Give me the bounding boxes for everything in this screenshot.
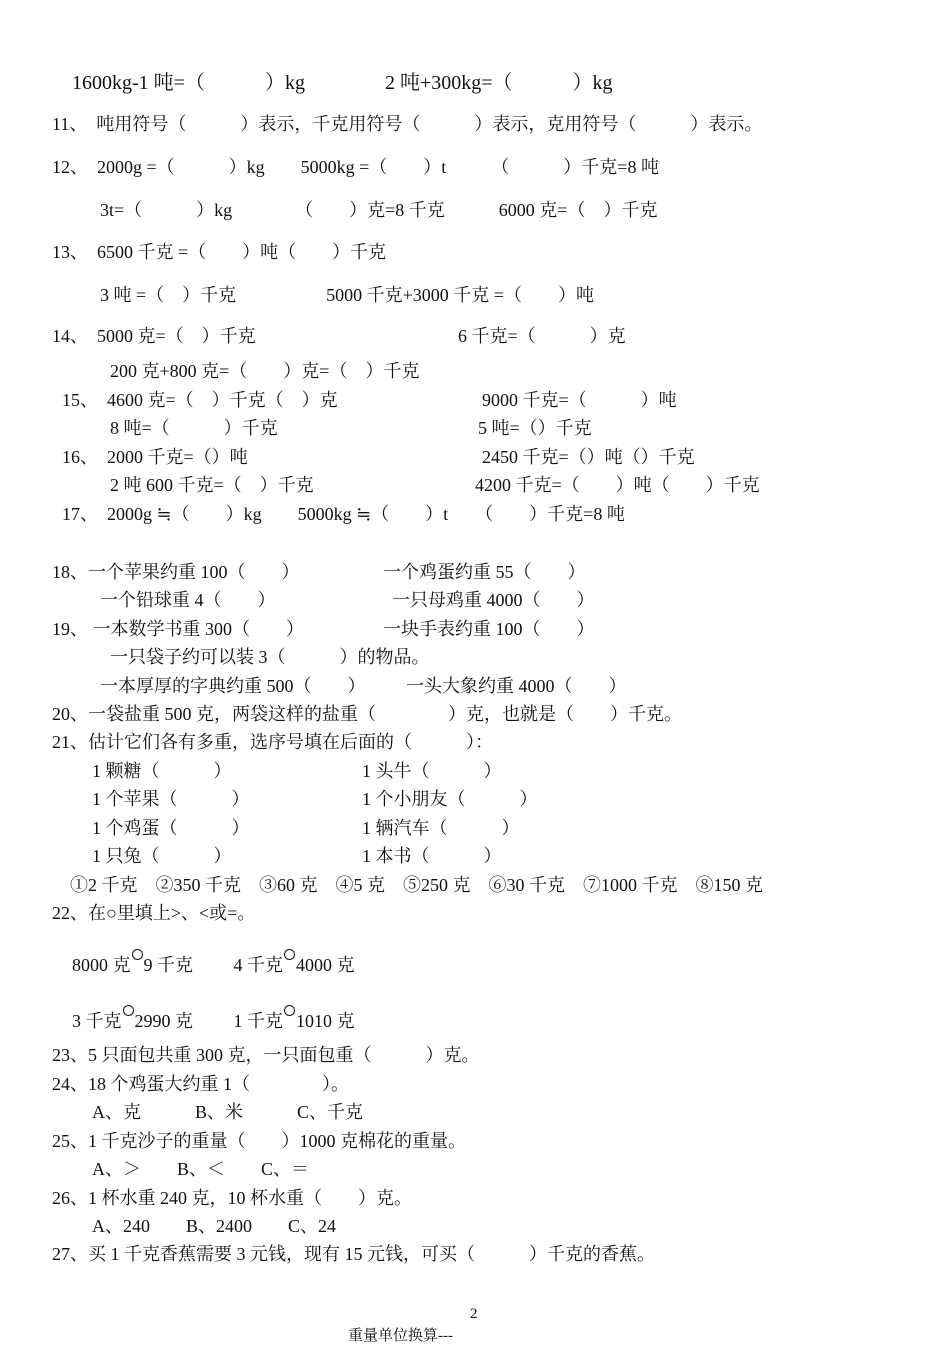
q27: 27、买 1 千克香蕉需要 3 元钱，现有 15 元钱，可买（ ）千克的香蕉。 bbox=[52, 1244, 655, 1264]
q26: 26、1 杯水重 240 克，10 杯水重（ ）克。 bbox=[52, 1188, 412, 1208]
q18-row2-right: 一只母鸡重 4000（ ） bbox=[392, 590, 595, 610]
compare-3-right: 2990 克 bbox=[134, 1011, 193, 1031]
q16-left: 16、 2000 千克=（）吨 bbox=[62, 447, 248, 467]
q24: 24、18 个鸡蛋大约重 1（ ）。 bbox=[52, 1074, 349, 1094]
q16-row2-left: 2 吨 600 千克=（ ）千克 bbox=[110, 475, 314, 495]
q13-row1: 13、 6500 千克 =（ ）吨（ ）千克 bbox=[52, 242, 387, 262]
page-number: 2 bbox=[470, 1306, 478, 1322]
q21-item-book: 1 本书（ ） bbox=[362, 846, 502, 866]
q23: 23、5 只面包共重 300 克，一只面包重（ ）克。 bbox=[52, 1045, 480, 1065]
q15-row2-left: 8 吨=（ ）千克 bbox=[110, 418, 278, 438]
compare-4-left: 1 千克 bbox=[233, 1011, 283, 1031]
q12-row1: 12、 2000g =（ ）kg 5000kg =（ ）t （ ）千克=8 吨 bbox=[52, 157, 659, 177]
q19-row2: 一只袋子约可以装 3（ ）的物品。 bbox=[110, 647, 430, 667]
q21-options: ①2 千克 ②350 千克 ③60 克 ④5 克 ⑤250 克 ⑥30 千克 ⑦1000 千克 ⑧150 克 bbox=[70, 875, 763, 895]
q18-right: 一个鸡蛋约重 55（ ） bbox=[383, 562, 586, 582]
q21-item-cow: 1 头牛（ ） bbox=[362, 761, 502, 781]
q14-right: 6 千克=（ ）克 bbox=[458, 326, 626, 346]
q14-left: 14、 5000 克=（ ）千克 bbox=[52, 326, 256, 346]
compare-2-right: 4000 克 bbox=[296, 955, 355, 975]
q17: 17、 2000g ≒（ ）kg 5000kg ≒（ ）t （ ）千克=8 吨 bbox=[62, 504, 625, 524]
q25-options: A、＞ B、＜ C、＝ bbox=[92, 1159, 310, 1179]
q19-left: 19、 一本数学书重 300（ ） bbox=[52, 619, 304, 639]
q21-item-candy: 1 颗糖（ ） bbox=[92, 761, 232, 781]
compare-circle-4[interactable] bbox=[284, 1005, 295, 1016]
q19-row3-left: 一本厚厚的字典约重 500（ ） bbox=[100, 676, 366, 696]
q24-options: A、克 B、米 C、千克 bbox=[92, 1102, 364, 1122]
q21-item-apple: 1 个苹果（ ） bbox=[92, 789, 250, 809]
q20: 20、一袋盐重 500 克，两袋这样的盐重（ ）克，也就是（ ）千克。 bbox=[52, 704, 682, 724]
q15-left: 15、 4600 克=（ ）千克（ ）克 bbox=[62, 390, 338, 410]
q26-options: A、240 B、2400 C、24 bbox=[92, 1216, 337, 1236]
line-1600kg: 1600kg-1 吨=（ ）kg 2 吨+300kg=（ ）kg bbox=[72, 72, 613, 94]
compare-1-left: 8000 克 bbox=[72, 955, 131, 975]
q11: 11、 吨用符号（ ）表示，千克用符号（ ）表示，克用符号（ ）表示。 bbox=[52, 114, 763, 134]
q19-right: 一块手表约重 100（ ） bbox=[383, 619, 595, 639]
compare-circle-1[interactable] bbox=[132, 949, 143, 960]
q15-right: 9000 千克=（ ）吨 bbox=[482, 390, 677, 410]
q21-item-child: 1 个小朋友（ ） bbox=[362, 789, 538, 809]
q16-row2-right: 4200 千克=（ ）吨（ ）千克 bbox=[475, 475, 760, 495]
q16-right: 2450 千克=（）吨（）千克 bbox=[482, 447, 695, 467]
q14-row2: 200 克+800 克=（ ）克=（ ）千克 bbox=[110, 361, 420, 381]
q18-left: 18、一个苹果约重 100（ ） bbox=[52, 562, 300, 582]
compare-3-left: 3 千克 bbox=[72, 1011, 122, 1031]
q22: 22、在○里填上>、<或=。 bbox=[52, 903, 256, 923]
q13-row2: 3 吨 =（ ）千克 5000 千克+3000 千克 =（ ）吨 bbox=[100, 285, 594, 305]
q21: 21、估计它们各有多重，选序号填在后面的（ ）： bbox=[52, 732, 493, 752]
compare-4-right: 1010 克 bbox=[296, 1011, 355, 1031]
compare-1-right: 9 千克 bbox=[143, 955, 193, 975]
q21-item-egg: 1 个鸡蛋（ ） bbox=[92, 818, 250, 838]
q19-row3-right: 一头大象约重 4000（ ） bbox=[406, 676, 627, 696]
compare-circle-2[interactable] bbox=[284, 949, 295, 960]
compare-row-1 bbox=[72, 949, 355, 976]
q25: 25、1 千克沙子的重量（ ）1000 克棉花的重量。 bbox=[52, 1131, 466, 1151]
q15-row2-right: 5 吨=（）千克 bbox=[478, 418, 592, 438]
compare-2-left: 4 千克 bbox=[233, 955, 283, 975]
q18-row2-left: 一个铅球重 4（ ） bbox=[100, 590, 276, 610]
q21-item-car: 1 辆汽车（ ） bbox=[362, 818, 520, 838]
compare-circle-3[interactable] bbox=[123, 1005, 134, 1016]
q21-item-rabbit: 1 只兔（ ） bbox=[92, 846, 232, 866]
compare-row-2 bbox=[72, 1005, 355, 1032]
q12-row2: 3t=（ ）kg （ ）克=8 千克 6000 克=（ ）千克 bbox=[100, 200, 658, 220]
footer-caption: 重量单位换算--- bbox=[348, 1328, 453, 1344]
